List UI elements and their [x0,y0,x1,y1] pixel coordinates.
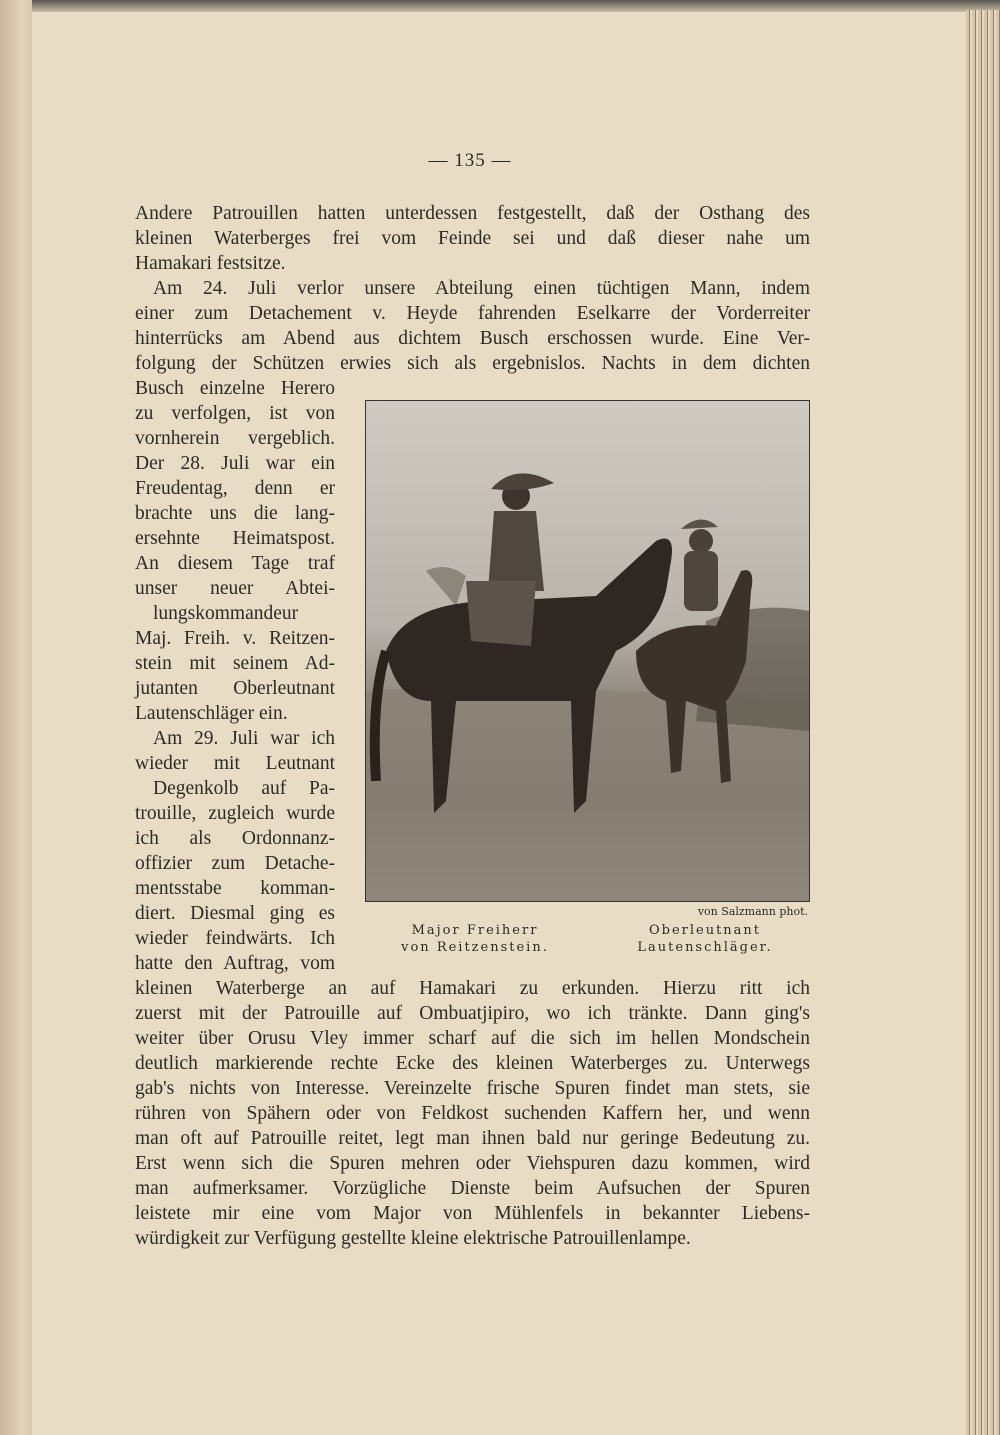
text-line: man aufmerksamer. Vorzügliche Dienste beim Aufsuchen der Spuren [135,1178,810,1199]
text-line: Andere Patrouillen hatten unterdessen festgestellt, daß der Osthang des [135,203,810,224]
text-line: vornherein vergeblich. [135,428,335,449]
caption-right-line2: Lautenschläger. [637,940,773,955]
text-line: jutanten Oberleutnant [135,678,335,699]
text-line: Hamakari festsitze. [135,253,286,274]
text-line: lungskommandeur [153,603,299,624]
text-line: trouille, zugleich wurde [135,803,335,824]
book-gutter [0,0,32,1435]
text-line: ich als Ordonnanz- [135,828,335,849]
caption-left [380,922,570,956]
text-line: Am 24. Juli verlor unsere Abteilung einen tüchtigen Mann, indem [153,278,810,299]
text-line: Der 28. Juli war ein [135,453,335,474]
text-line: würdigkeit zur Verfügung gestellte kleine elektrische Patrouillenlampe. [135,1228,691,1249]
text-line: An diesem Tage traf [135,553,335,574]
text-line: folgung der Schützen erwies sich als ergebnislos. Nachts in dem dichten [135,353,810,374]
text-line: kleinen Waterberges frei vom Feinde sei und daß dieser nahe um [135,228,810,249]
text-line: Erst wenn sich die Spuren mehren oder Viehspuren dazu kommen, wird [135,1153,810,1174]
page-top-edge [0,0,1000,12]
text-line: hatte den Auftrag, vom [135,953,335,974]
text-line: hinterrücks am Abend aus dichtem Busch erschossen wurde. Eine Ver- [135,328,810,349]
text-line: wieder mit Leutnant [135,753,335,774]
text-line: Freudentag, denn er [135,478,335,499]
text-line: diert. Diesmal ging es [135,903,335,924]
caption-left-line2: von Reitzenstein. [401,940,549,955]
page-stack-edge [966,10,1000,1435]
text-line: man oft auf Patrouille reitet, legt man ihnen bald nur geringe Bedeutung zu. [135,1128,810,1149]
caption-right [610,922,800,956]
text-line: Am 29. Juli war ich [153,728,335,749]
caption-left-line1: Major Freiherr [411,923,539,938]
text-line: Busch einzelne Herero [135,378,335,399]
text-line: einer zum Detachement v. Heyde fahrenden Eselkarre der Vorderreiter [135,303,810,324]
text-line: ersehnte Heimatspost. [135,528,335,549]
text-line: unser neuer Abtei- [135,578,335,599]
text-line: gab's nichts von Interesse. Vereinzelte frische Spuren findet man stets, sie [135,1078,810,1099]
photo-credit: von Salzmann phot. [697,905,808,918]
text-line: Maj. Freih. v. Reitzen- [135,628,335,649]
text-line: stein mit seinem Ad- [135,653,335,674]
text-line: offizier zum Detache- [135,853,335,874]
text-line: kleinen Waterberge an auf Hamakari zu erkunden. Hierzu ritt ich [135,978,810,999]
text-line: zu verfolgen, ist von [135,403,335,424]
text-line: weiter über Orusu Vley immer scharf auf die sich im hellen Mondschein [135,1028,810,1049]
caption-right-line1: Oberleutnant [648,923,762,938]
text-line: mentsstabe komman- [135,878,335,899]
text-line: wieder feindwärts. Ich [135,928,335,949]
text-line: deutlich markierende rechte Ecke des kleinen Waterberges zu. Unterwegs [135,1053,810,1074]
page-number: — 135 — [428,150,512,171]
text-line: Lautenschläger ein. [135,703,288,724]
text-line: zuerst mit der Patrouille auf Ombuatjipiro, wo ich tränkte. Dann ging's [135,1003,810,1024]
horsemen-photo-illustration [366,401,809,901]
text-line: leistete mir eine vom Major von Mühlenfels in bekannter Liebens- [135,1203,810,1224]
text-line: rühren von Spähern oder von Feldkost suchenden Kaffern her, und wenn [135,1103,810,1124]
text-line: brachte uns die lang- [135,503,335,524]
photograph-riders [365,400,810,902]
text-line: Degenkolb auf Pa- [153,778,335,799]
